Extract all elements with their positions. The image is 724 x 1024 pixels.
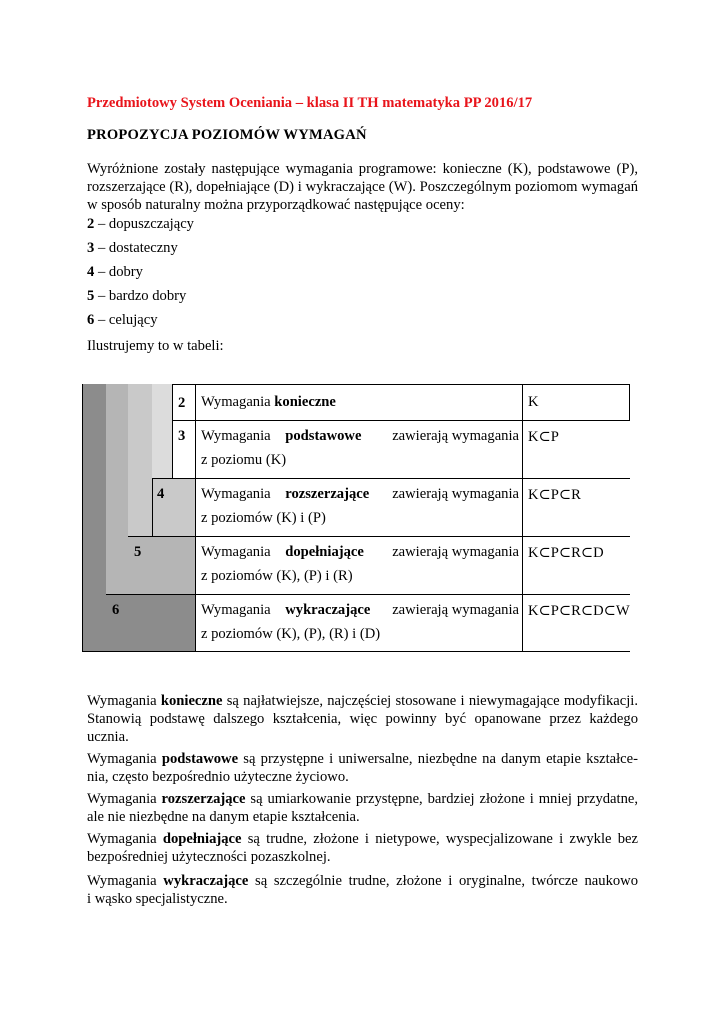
row-divider xyxy=(172,420,195,421)
row-divider xyxy=(128,536,630,537)
intro-line: rozszerzające (R), dopełniające (D) i wykraczające (W). Poszczególnym poziomom wymagań xyxy=(87,179,638,195)
grade-item: 6 – celujący xyxy=(87,312,158,328)
level-number: 3 xyxy=(178,428,186,444)
set-symbol: K xyxy=(528,394,539,410)
intro-paragraph xyxy=(87,160,638,214)
column-divider xyxy=(152,478,153,536)
grade-item: 3 – dostateczny xyxy=(87,240,178,256)
level-5-bar xyxy=(106,384,128,594)
requirement-description: Wymagania rozszerzające zawierają wymagania z poziomów (K) i (P) xyxy=(201,486,519,526)
requirement-description: Wymagania wykraczające zawierają wymagania z poziomów (K), (P), (R) i (D) xyxy=(201,602,519,642)
set-symbol: K⊂P⊂R xyxy=(528,487,581,503)
grade-item: 5 – bardzo dobry xyxy=(87,288,187,304)
description-paragraph: Wymagania konieczne są najłatwiejsze, najczęściej stosowane i niewymagające modyfikacji. Stanowią podstawę dalszego kształcenia, więc powinny być opanowane przez każdego ucznia. xyxy=(87,693,638,745)
requirement-description: Wymagania konieczne xyxy=(201,394,336,410)
level-4-bar xyxy=(128,384,152,536)
column-divider xyxy=(195,384,196,652)
intro-line: w sposób naturalny można przyporządkować następujące oceny: xyxy=(87,197,465,213)
illustrate-text: Ilustrujemy to w tabeli: xyxy=(87,338,224,354)
column-divider xyxy=(172,384,173,478)
level-6-cell xyxy=(106,594,195,652)
section-heading: PROPOZYCJA POZIOMÓW WYMAGAŃ xyxy=(87,127,367,143)
level-number: 5 xyxy=(134,544,142,560)
level-6-bar xyxy=(82,384,106,652)
row-divider xyxy=(195,420,630,421)
table-border xyxy=(629,384,630,420)
requirement-description: Wymagania dopełniające zawierają wymagania z poziomów (K), (P) i (R) xyxy=(201,544,519,584)
set-symbol: K⊂P xyxy=(528,429,559,445)
description-paragraph: Wymagania rozszerzające są umiarkowanie przystępne, bardziej złożone i mniej przydatne, ale nie niezbędne na danym etapie kształcenia. xyxy=(87,791,639,825)
set-symbol: K⊂P⊂R⊂D⊂W xyxy=(528,603,630,619)
table-border xyxy=(82,651,630,652)
level-number: 2 xyxy=(178,395,186,411)
level-number: 6 xyxy=(112,602,120,618)
document-title: Przedmiotowy System Oceniania – klasa II TH matematyka PP 2016/17 xyxy=(87,95,533,111)
table-border xyxy=(82,384,83,652)
description-paragraph: Wymagania wykraczające są szczególnie trudne, złożone i oryginalne, twórcze naukowo i wąsko specjalistyczne. xyxy=(87,873,639,907)
table-border xyxy=(172,384,630,385)
level-number: 4 xyxy=(157,486,165,502)
description-paragraph: Wymagania dopełniające są trudne, złożone i nietypowe, wyspecjalizowane i zwykle bez bezpośredniej użyteczności pozaszkolnej. xyxy=(87,831,638,865)
set-symbol: K⊂P⊂R⊂D xyxy=(528,545,604,561)
description-paragraph: Wymagania podstawowe są przystępne i uniwersalne, niezbędne na danym etapie kształce- nia, często bezpośrednio użyteczne życiowo. xyxy=(87,751,638,785)
column-divider xyxy=(522,384,523,652)
level-3-bar xyxy=(152,384,172,478)
grade-item: 4 – dobry xyxy=(87,264,143,280)
row-divider xyxy=(106,594,630,595)
requirement-description: Wymagania podstawowe zawierają wymagania z poziomu (K) xyxy=(201,428,519,468)
requirements-table xyxy=(82,384,630,652)
intro-line: Wyróżnione zostały następujące wymagania programowe: konieczne (K), podstawowe (P), xyxy=(87,161,638,177)
grade-item: 2 – dopuszczający xyxy=(87,216,194,232)
row-divider xyxy=(152,478,630,479)
